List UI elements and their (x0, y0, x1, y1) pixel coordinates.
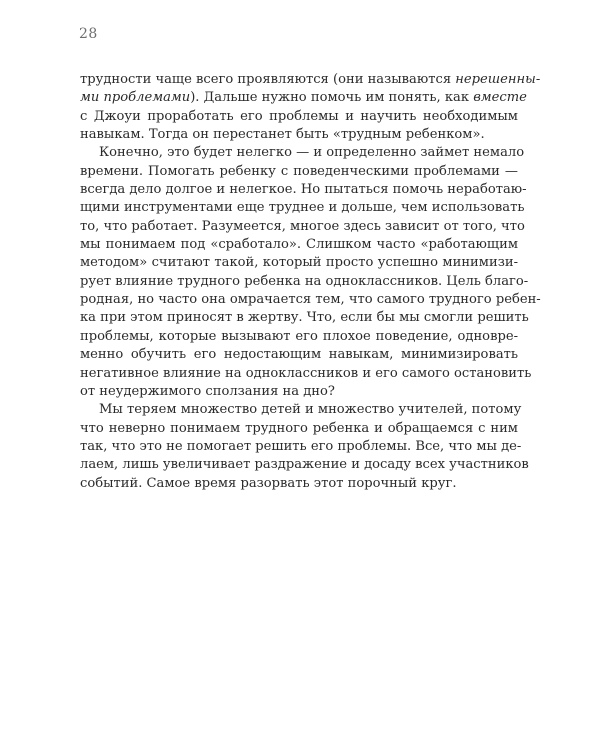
italic-text: ми проблемами (80, 90, 191, 106)
text-line (80, 181, 527, 199)
text-line (80, 365, 532, 383)
text-line (80, 291, 541, 309)
text-line (80, 309, 529, 327)
text-run: с Джоуи проработать его проблемы и научить необходимым (80, 108, 518, 124)
page-number: 28 (79, 26, 98, 42)
text-line (80, 456, 529, 474)
text-line (80, 163, 518, 181)
text-run: родная, но часто она омрачается тем, что самого трудного ребен- (80, 292, 541, 308)
text-line (80, 401, 522, 419)
paragraph (80, 401, 529, 493)
paragraph (80, 71, 541, 144)
text-line (80, 71, 541, 89)
text-line (80, 438, 522, 456)
text-run: Мы теряем множество детей и множество учителей, потому (99, 402, 522, 418)
text-run: лаем, лишь увеличивает раздражение и досаду всех участников (80, 457, 529, 473)
text-run: то, что работает. Разумеется, многое здесь зависит от того, что (80, 218, 525, 234)
text-run: навыкам. Тогда он перестанет быть «трудным ребенком». (80, 127, 485, 143)
text-run: рует влияние трудного ребенка на одноклассников. Цель благо- (80, 273, 529, 289)
body-text (80, 71, 541, 493)
text-run: времени. Помогать ребенку с поведенческими проблемами — (80, 163, 518, 179)
text-line (80, 328, 518, 346)
text-line (80, 273, 529, 291)
text-line (80, 199, 525, 217)
text-line (80, 144, 525, 162)
text-line (80, 236, 518, 254)
text-run: менно обучить его недостающим навыкам, минимизировать (80, 347, 518, 363)
text-line (80, 475, 518, 493)
text-run: щими инструментами еще труднее и дольше, чем использовать (80, 200, 525, 216)
text-run: что неверно понимаем трудного ребенка и обращаемся с ним (80, 420, 518, 436)
text-line (80, 89, 527, 107)
text-run: всегда дело долгое и нелегкое. Но пытаться помочь неработаю- (80, 182, 527, 198)
text-run: мы понимаем под «сработало». Слишком часто «работающим (80, 237, 518, 253)
text-line (80, 254, 518, 272)
text-run: Конечно, это будет нелегко — и определенно займет немало (99, 145, 525, 161)
text-line (80, 126, 518, 144)
text-run: трудности чаще всего проявляются (они называются (80, 72, 456, 87)
text-line (80, 383, 518, 401)
italic-text: вместе (473, 90, 527, 106)
text-line (80, 218, 525, 236)
text-run: так, что это не помогает решить его проблемы. Все, что мы де- (80, 438, 522, 454)
text-line (80, 346, 518, 364)
text-run: ка при этом приносят в жертву. Что, если бы мы смогли решить (80, 310, 529, 326)
text-run: негативное влияние на одноклассников и его самого остановить (80, 365, 532, 381)
text-run: от неудержимого сползания на дно? (80, 383, 335, 399)
text-line (80, 108, 518, 126)
text-run: методом» считают такой, который просто успешно минимизи- (80, 255, 518, 271)
italic-text: нерешенны- (455, 72, 541, 87)
text-run: ). Дальше нужно помочь им понять, как (190, 90, 474, 106)
paragraph (80, 144, 541, 401)
text-run: проблемы, которые вызывают его плохое поведение, одновре- (80, 328, 518, 344)
text-line (80, 420, 518, 438)
text-run: событий. Самое время разорвать этот порочный круг. (80, 475, 457, 491)
